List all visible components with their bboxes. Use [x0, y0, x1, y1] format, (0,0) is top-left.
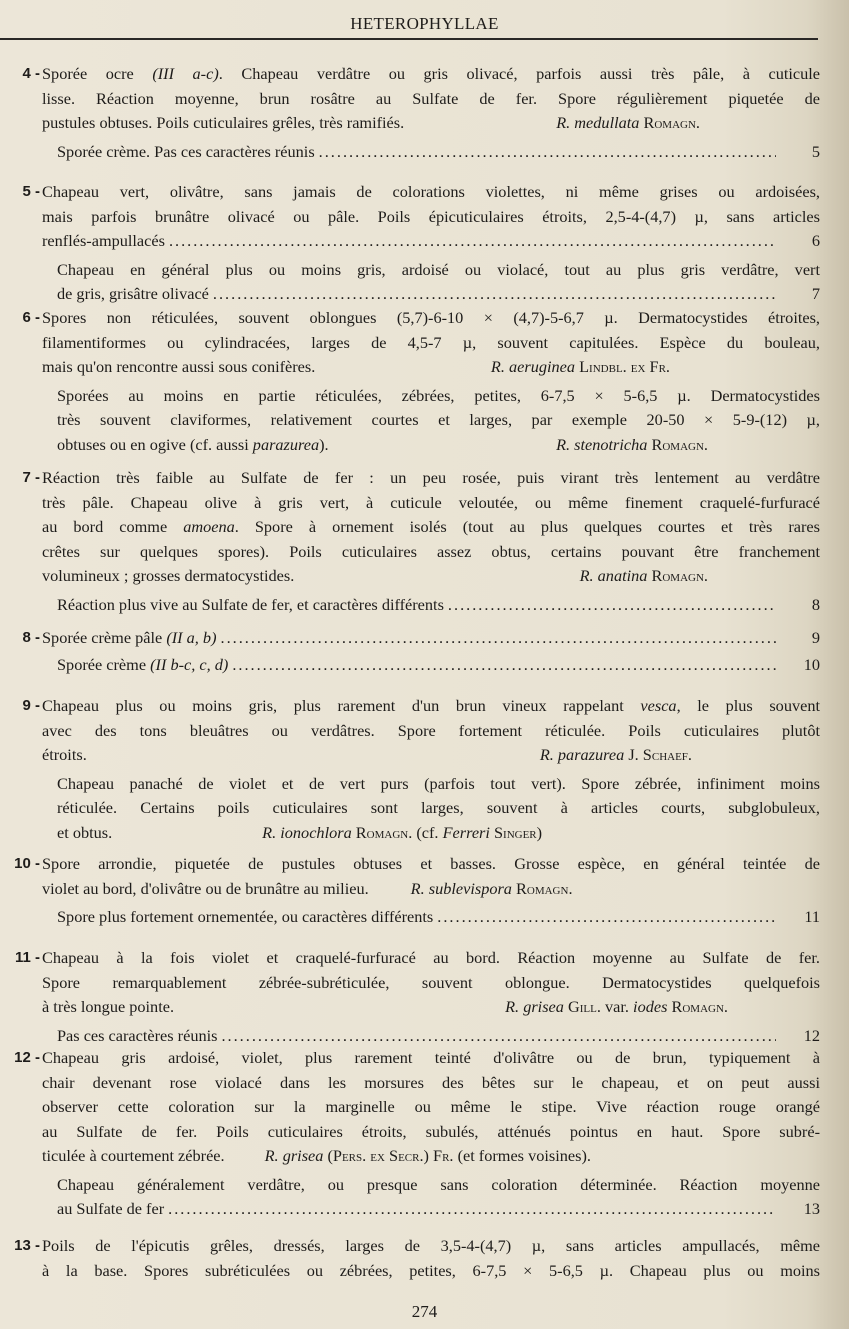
couplet-lead	[0, 946, 820, 1020]
variety-author: Romagn.	[671, 997, 728, 1016]
key-couplet-9	[0, 694, 849, 845]
text-line: au bord comme amoena. Spore à ornement isolés (tout au plus quelques courtes et très rares	[42, 517, 820, 536]
couplet-lead	[0, 852, 820, 901]
couplet-number: 8 -	[22, 629, 40, 646]
variety-label: var.	[605, 997, 629, 1016]
taxon-name	[556, 433, 708, 458]
species-author: Romagn.	[516, 878, 573, 898]
key-couplet-13	[0, 1234, 849, 1283]
species-name: R. stenotricha	[556, 434, 648, 454]
text-line: renflés-ampullacés	[42, 231, 165, 250]
couplet-number: 12 -	[14, 1049, 40, 1066]
species-name: R. anatina	[579, 566, 648, 585]
text-line: Spore arrondie, piquetée de pustules obtuses et basses. Grosse espèce, en général teintée de	[42, 854, 820, 873]
key-couplet-12	[0, 1046, 849, 1222]
key-couplet-8	[0, 626, 849, 677]
dot-leader	[437, 905, 776, 930]
species-name: R. aeruginea	[490, 357, 576, 376]
variety-name: iodes	[633, 997, 668, 1016]
text-line	[42, 564, 820, 589]
page-number: 274	[411, 1302, 438, 1321]
text-line: Sporées au moins en partie réticulées, zébrées, petites, 6-7,5 × 5-6,5 µ. Dermatocystides	[57, 385, 820, 405]
text-line	[42, 743, 820, 768]
couplet-alternative	[0, 653, 820, 678]
dot-leader	[221, 1024, 776, 1049]
text-line: mais parfois brunâtre olivacé ou pâle. Poils épicuticulaires étroits, 2,5-4-(4,7) µ, sans articles	[42, 206, 820, 226]
running-head: HETEROPHYLLAE	[350, 14, 499, 33]
species-author: Romagn.	[651, 434, 708, 454]
taxon-name	[411, 879, 573, 898]
text-line: lisse. Réaction moyenne, brun rosâtre au Sulfate de fer. Spore régulièrement piquetée de	[42, 88, 820, 108]
species-author: Romagn.	[643, 113, 700, 132]
couplet-alternative	[0, 258, 820, 307]
text-line: Poils de l'épicutis grêles, dressés, larges de 3,5-4-(4,7) µ, sans articles ampullacés, même	[42, 1236, 820, 1255]
dot-leader	[319, 140, 776, 165]
leader-line	[57, 1197, 820, 1222]
text-line: Spore remarquablement zébrée-subréticulée, souvent oblongue. Dermatocystides quelquefois	[42, 972, 820, 992]
text-line: Chapeau à la fois violet et craquelé-furfuracé au bord. Réaction moyenne au Sulfate de fer.	[42, 948, 820, 967]
dot-leader	[221, 626, 777, 651]
text-fragment: pustules obtuses. Poils cuticulaires grêles, très ramifiés.	[42, 113, 405, 132]
text-fragment: à très longue pointe.	[42, 997, 175, 1016]
goto-number: 10	[803, 654, 820, 674]
key-couplet-7	[0, 466, 849, 617]
text-line: réticulée. Certains poils cuticulaires sont larges, souvent à articles courts, subglobuleux,	[57, 798, 820, 817]
text-line	[42, 1144, 820, 1169]
goto-number: 6	[811, 231, 820, 250]
text-fragment: violet au bord, d'olivâtre ou de brunâtre au milieu.	[42, 878, 369, 898]
couplet-number: 4 -	[22, 65, 40, 82]
goto-number: 9	[811, 628, 820, 647]
leader-line	[42, 229, 820, 254]
couplet-lead	[0, 694, 820, 768]
text-fragment: volumineux ; grosses dermatocystides.	[42, 566, 295, 585]
species-name: R. parazurea	[539, 745, 625, 764]
text-line: Spores non réticulées, souvent oblongues (5,7)-6-10 × (4,7)-5-6,7 µ. Dermatocystides étroites,	[42, 308, 820, 327]
couplet-alternative	[0, 1173, 820, 1222]
text-line: Chapeau en général plus ou moins gris, ardoisé ou violacé, tout au plus gris verdâtre, vert	[57, 259, 820, 279]
text-line: obtuses ou en ogive (cf. aussi parazurea). R. stenotricha Romagn.	[57, 433, 820, 458]
goto-number: 8	[811, 594, 820, 614]
text-line: à la base. Spores subréticulées ou zébrées, petites, 6-7,5 × 5-6,5 µ. Chapeau plus ou moins	[42, 1260, 820, 1280]
goto-number: 7	[811, 284, 820, 303]
couplet-alternative	[0, 905, 820, 930]
text-line: observer cette coloration sur la marginelle ou même le stipe. Vive réaction rouge orangé	[42, 1097, 820, 1116]
text-line: filamentiformes ou cylindracées, larges de 4,5-7 µ, souvent capitulées. Espèce du bouleau,	[42, 332, 820, 352]
text-line: Chapeau gris ardoisé, violet, plus rarement teinté d'olivâtre ou de brun, typiquement à	[42, 1048, 820, 1067]
species-name: R. grisea	[264, 1146, 324, 1165]
text-line: au Sulfate de fer	[57, 1199, 165, 1218]
dot-leader	[213, 282, 776, 307]
text-line	[57, 821, 820, 846]
goto-number: 5	[811, 141, 820, 161]
taxon-name	[580, 564, 708, 589]
text-line: Sporée crème pâle (II a, b)	[42, 628, 217, 647]
couplet-lead	[0, 62, 820, 136]
text-line: Sporée crème. Pas ces caractères réunis	[57, 141, 315, 161]
dot-leader	[169, 229, 776, 254]
text-line: Chapeau vert, olivâtre, sans jamais de colorations violettes, ni même grises ou ardoisées,	[42, 182, 820, 201]
couplet-lead	[0, 306, 820, 380]
text-line: au Sulfate de fer. Poils cuticulaires étroits, subulés, atténués pointus en haut. Spore subré-	[42, 1121, 820, 1141]
text-line: crêtes sur quelques spores). Poils cuticulaires assez obtus, certains pouvant être franchement	[42, 541, 820, 561]
text-line	[42, 111, 820, 136]
header-rule	[0, 38, 818, 40]
couplet-number: 7 -	[22, 469, 40, 486]
leader-line	[57, 282, 820, 307]
couplet-alternative	[0, 772, 820, 846]
goto-number: 13	[803, 1199, 820, 1218]
couplet-number: 11 -	[14, 949, 40, 966]
text-line: Spore plus fortement ornementée, ou caractères différents	[57, 907, 434, 926]
text-line	[42, 877, 820, 902]
text-line: Pas ces caractères réunis	[57, 1025, 218, 1045]
couplet-alternative	[0, 593, 820, 618]
couplet-lead	[0, 180, 820, 254]
couplet-lead	[0, 1046, 820, 1169]
couplet-lead	[0, 466, 820, 589]
species-name: R. sublevispora	[410, 878, 512, 898]
taxon-name	[265, 1146, 591, 1165]
couplet-number: 10 -	[14, 855, 40, 872]
couplet-lead	[0, 626, 820, 651]
key-couplet-6	[0, 306, 849, 457]
taxon-name	[505, 995, 728, 1020]
species-name: R. medullata	[556, 113, 640, 132]
text-line	[42, 995, 820, 1020]
taxon-name	[556, 111, 700, 136]
text-line: très souvent claviformes, relativement courtes et larges, par exemple 20-50 × 5-9-(12) µ,	[57, 410, 820, 429]
dot-leader	[168, 1197, 776, 1222]
text-fragment: et obtus.	[57, 822, 113, 842]
text-line: très pâle. Chapeau olive à gris vert, à cuticule veloutée, ou même finement craquelé-furfuracé	[42, 492, 820, 512]
text-line: Réaction très faible au Sulfate de fer : un peu rosée, puis virant très lentement au verdâtre	[42, 468, 820, 487]
text-line: Réaction plus vive au Sulfate de fer, et caractères différents	[57, 594, 444, 614]
dot-leader	[448, 593, 776, 618]
goto-number: 12	[803, 1025, 820, 1045]
text-line: Chapeau plus ou moins gris, plus rarement d'un brun vineux rappelant vesca, le plus souvent	[42, 696, 820, 715]
text-line: avec des tons bleuâtres ou verdâtres. Spore fortement réticulée. Poils cuticulaires plutôt	[42, 720, 820, 740]
text-line	[42, 355, 820, 380]
species-author: Romagn.	[651, 566, 708, 585]
species-name: R. grisea	[505, 997, 564, 1016]
taxon-name	[491, 355, 670, 380]
key-couplet-4	[0, 62, 849, 164]
text-fragment: étroits.	[42, 745, 87, 764]
text-line: Sporée crème (II b-c, c, d)	[57, 654, 229, 674]
couplet-number: 5 -	[22, 183, 40, 200]
text-line: Chapeau généralement verdâtre, ou presque sans coloration déterminée. Réaction moyenne	[57, 1174, 820, 1194]
species-author: J. Schaef.	[628, 745, 692, 764]
text-fragment: mais qu'on rencontre aussi sous conifères.	[42, 357, 316, 376]
couplet-lead	[0, 1234, 820, 1283]
couplet-number: 9 -	[22, 697, 40, 714]
taxon-note: (et formes voisines).	[457, 1146, 591, 1165]
taxon-name: R. ionochlora Romagn. (cf. Ferreri Singer)	[262, 822, 543, 842]
couplet-alternative	[0, 384, 820, 458]
species-author: Romagn.	[355, 822, 413, 842]
key-couplet-10	[0, 852, 849, 930]
taxon-name	[540, 743, 692, 768]
couplet-number: 6 -	[22, 309, 40, 326]
species-author: (Pers. ex Secr.) Fr.	[327, 1146, 454, 1165]
text-line: chair devenant rose violacé dans les morsures des bêtes sur le chapeau, et on peut aussi	[42, 1072, 820, 1092]
couplet-alternative	[0, 1024, 820, 1049]
species-name: R. ionochlora	[262, 822, 352, 842]
text-line: de gris, grisâtre olivacé	[57, 284, 209, 303]
key-couplet-5	[0, 180, 849, 307]
text-line: Sporée ocre (III a-c). Chapeau verdâtre ou gris olivacé, parfois aussi très pâle, à cuticule	[42, 64, 821, 83]
key-couplet-11	[0, 946, 849, 1048]
couplet-number: 13 -	[14, 1237, 40, 1254]
goto-number: 11	[804, 907, 820, 926]
couplet-alternative	[0, 140, 820, 165]
text-line: Chapeau panaché de violet et de vert purs (parfois tout vert). Spore zébrée, infiniment moins	[57, 773, 820, 793]
dot-leader	[232, 653, 776, 678]
text-fragment: ticulée à courtement zébrée.	[42, 1146, 225, 1165]
species-author: Gill.	[567, 997, 601, 1016]
species-author: Lindbl. ex Fr.	[579, 357, 670, 376]
